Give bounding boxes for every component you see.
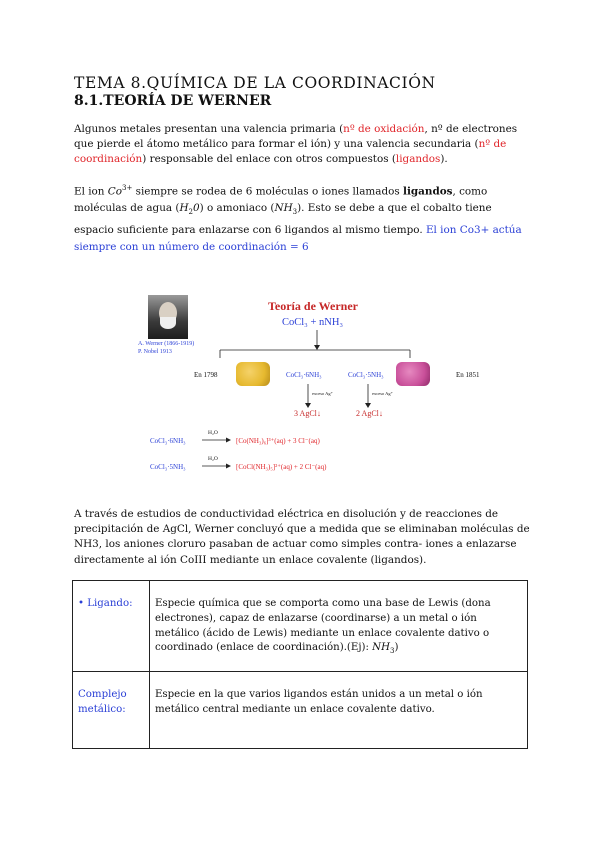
left-year: En 1798 [194,371,218,379]
product-1: 3 AgCl↓ [294,409,321,418]
reagent-1: exceso Ag⁺ [312,391,333,396]
definition-complejo: Especie en la que varios ligandos están unidos a un metal o ión metálico central mediante un enlace covalente dativo. [150,672,528,749]
page-title: TEMA 8.QUÍMICA DE LA COORDINACIÓN [74,74,436,92]
portrait-caption: A. Werner (1866-1919) [138,341,195,347]
paragraph-cobalto [74,180,534,256]
equation-2-right: [CoCl(NH₃)₅]²⁺(aq) + 2 Cl⁻(aq) [236,463,327,471]
term-ligando: • Ligando: [73,581,150,672]
text: ) o amoniaco ( [199,202,275,215]
yellow-crystal [236,362,270,386]
text: Algunos metales presentan una valencia primaria ( [74,123,344,135]
figure-arrows [140,292,440,482]
right-year: En 1851 [456,371,480,379]
bold-ligandos: ligandos [403,185,453,198]
equation-2-left: CoCl₃·5NH₃ [150,463,186,471]
table-row [73,581,528,672]
equation-1-left: CoCl₃·6NH₃ [150,437,186,445]
section-title: 8.1.TEORÍA DE WERNER [74,93,272,109]
text: ). Esto se debe a que el cobalto tiene espacio suficiente para enlazarse con 6 ligandos al mismo tiempo. [74,202,492,236]
equation-2-arrow-label: H₂O [208,456,218,462]
example-nh3: NH [372,642,390,654]
text: ). [440,153,448,166]
text: ) responsable del enlace con otros compuestos ( [142,153,396,166]
text: , nº de electrones que pierde el átomo metálico para formar el ión) y una valencia secundaria ( [74,123,518,151]
water-sub: 2 [188,208,193,217]
highlight-coordinacion: nº de coordinación [74,138,507,166]
product-2: 2 AgCl↓ [356,409,383,418]
term-complejo: Complejo metálico: [73,672,150,749]
werner-figure [138,292,480,482]
highlight-ligandos: ligandos [395,153,441,166]
ammonia-symbol: NH [274,202,293,215]
equation-1-right: [Co(NH₃)₆]³⁺(aq) + 3 Cl⁻(aq) [236,437,320,445]
compound-2: CoCl₃·5NH₃ [348,371,384,379]
compound-1: CoCl₃·6NH₃ [286,371,322,379]
definitions-table [72,580,528,749]
highlight-oxidacion: nº de oxidación [343,123,425,135]
ammonia-sub: 3 [292,208,298,217]
reagent-2: exceso Ag⁺ [372,391,393,396]
text: siempre se rodea de 6 moléculas o iones llamados [132,185,403,198]
table-row [73,672,528,749]
figure-title: Teoría de Werner [268,299,358,313]
text: , como moléculas de agua ( [74,185,488,215]
highlight-co3: El ion Co3+ actúa siempre con un número de coordinación = 6 [74,223,522,253]
equation-1-arrow-label: H₂O [208,430,218,436]
paragraph-valencias [74,122,534,168]
example-sub: 3 [389,647,395,656]
water-h: H [179,202,189,215]
text: Especie química que se comporta como una base de Lewis (dona electrones), capaz de enlazarse (coordinarse) a un metal o ión metálico (ácido de Lewis) mediante un enlace covalente dativo o coordinado (enlace de coordinación).(Ej): [155,598,491,654]
definition-ligando [150,581,528,672]
text: El ion [74,185,108,198]
portrait-caption-nobel: P. Nobel 1913 [138,349,172,355]
figure-formula: CoCl₃ + nNH₃ [282,317,344,328]
cobalt-symbol: Co [107,185,123,198]
text: ) [394,642,399,654]
pink-crystal [396,362,430,386]
paragraph-conductividad: A través de estudios de conductividad eléctrica en disolución y de reacciones de precipitación de AgCl, Werner concluyó que a medida que se eliminaban moléculas de NH3, los aniones cloruro pasaban de actuar como simples contra- iones a enlazarse directamente al ión CoIII mediante un enlace covalente (ligandos). [74,508,530,566]
charge: 3+ [122,184,133,192]
water-o: 0 [192,202,200,215]
